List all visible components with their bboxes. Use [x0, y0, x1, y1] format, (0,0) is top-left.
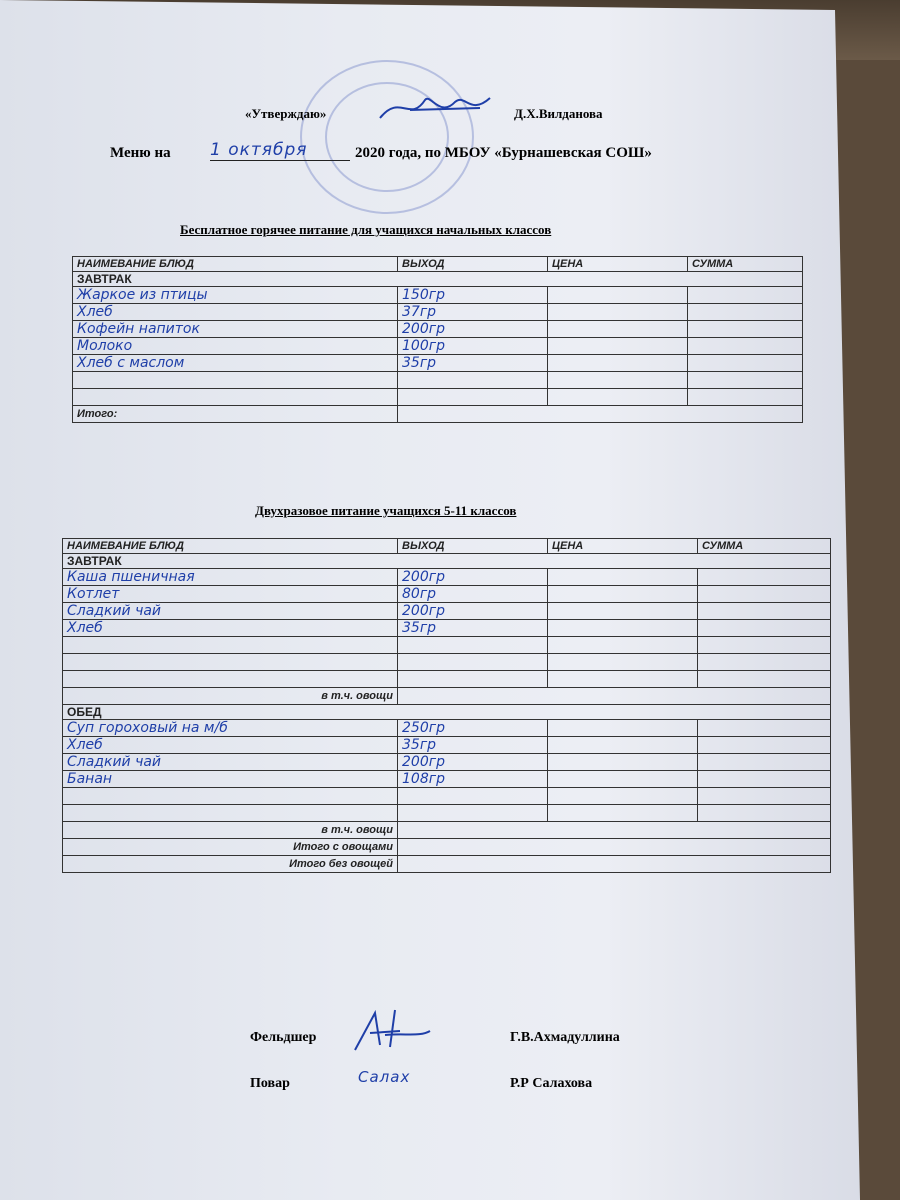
table-row — [63, 671, 831, 688]
table-row: Хлеб 35гр — [63, 737, 831, 754]
table-row — [63, 805, 831, 822]
table-row: Хлеб 37гр — [73, 304, 803, 321]
cook-signature: Салах — [358, 1068, 411, 1086]
cook-name: Р.Р Салахова — [510, 1076, 593, 1091]
table-row — [73, 372, 803, 389]
total-with-vegetables: Итого с овощами — [63, 839, 398, 856]
table-row: Жаркое из птицы 150гр — [73, 287, 803, 304]
table-row — [73, 389, 803, 406]
menu-date: 1 октября — [210, 140, 350, 161]
table-row — [63, 788, 831, 805]
table-row: Банан 108гр — [63, 771, 831, 788]
vegetables-label: в т.ч. овощи — [63, 688, 398, 705]
senior-menu-table — [62, 538, 831, 873]
table-row: Сладкий чай 200гр — [63, 603, 831, 620]
vegetables-label-2: в т.ч. овощи — [63, 822, 398, 839]
meal-breakfast: ЗАВТРАК — [73, 272, 803, 287]
table-row: Суп гороховый на м/б 250гр — [63, 720, 831, 737]
section2-title: Двухразовое питание учащихся 5-11 классов — [255, 503, 517, 518]
table-row — [63, 637, 831, 654]
col-output: ВЫХОД — [398, 257, 548, 272]
col-name: НАИМЕВАНИЕ БЛЮД — [73, 257, 398, 272]
medic-label: Фельдшер — [250, 1030, 317, 1045]
meal-breakfast: ЗАВТРАК — [63, 554, 831, 569]
meal-lunch: ОБЕД — [63, 705, 831, 720]
table-row: Хлеб с маслом 35гр — [73, 355, 803, 372]
director-signature — [370, 88, 510, 128]
col-name: НАИМЕВАНИЕ БЛЮД — [63, 539, 398, 554]
total-without-vegetables: Итого без овощей — [63, 856, 398, 873]
approver-name: Д.Х.Вилданова — [514, 106, 603, 121]
approve-label: «Утверждаю» — [245, 106, 327, 121]
col-price: ЦЕНА — [548, 539, 698, 554]
menu-suffix: 2020 года, по МБОУ «Бурнашевская СОШ» — [355, 145, 652, 161]
table-row: Молоко 100гр — [73, 338, 803, 355]
section1-title: Бесплатное горячее питание для учащихся начальных классов — [180, 222, 552, 237]
col-price: ЦЕНА — [548, 257, 688, 272]
table-row — [63, 654, 831, 671]
medic-signature — [345, 1005, 435, 1055]
cook-label: Повар — [250, 1076, 290, 1091]
table-row: Котлет 80гр — [63, 586, 831, 603]
col-sum: СУММА — [688, 257, 803, 272]
primary-menu-table — [72, 256, 803, 423]
table-row: Сладкий чай 200гр — [63, 754, 831, 771]
total-label: Итого: — [73, 406, 398, 423]
medic-name: Г.В.Ахмадуллина — [510, 1030, 620, 1045]
col-output: ВЫХОД — [398, 539, 548, 554]
table-row: Каша пшеничная 200гр — [63, 569, 831, 586]
table-row: Хлеб 35гр — [63, 620, 831, 637]
col-sum: СУММА — [698, 539, 831, 554]
menu-prefix: Меню на — [110, 145, 171, 161]
table-row: Кофейн напиток 200гр — [73, 321, 803, 338]
